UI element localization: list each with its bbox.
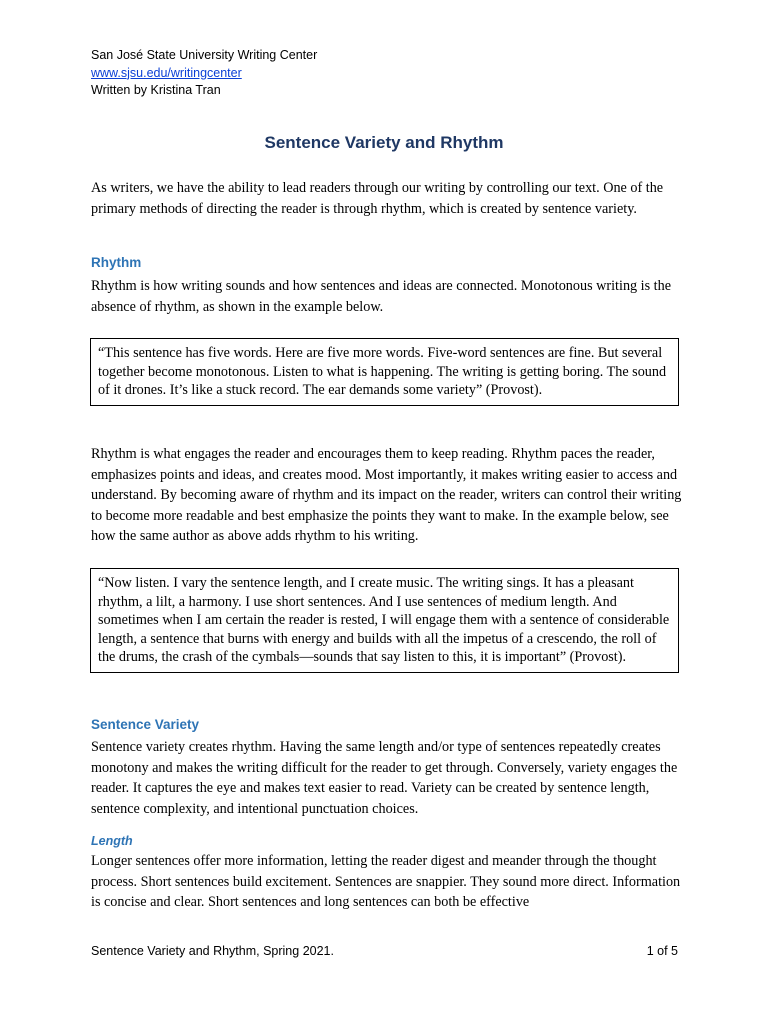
length-paragraph: Longer sentences offer more information, letting the reader digest and meander through the thought process. Short sentences build excitement. Sentences are snappier. They sound more direct. Information is concise and clear. Short sentences and long sentences can both be effective (91, 853, 681, 910)
writing-center-link[interactable]: www.sjsu.edu/writingcenter (91, 65, 242, 80)
page-number: 1 of 5 (646, 944, 678, 958)
intro-paragraph: As writers, we have the ability to lead readers through our writing by controlling our text. One of the primary methods of directing the reader is through rhythm, which is created by sentence variety. (91, 180, 664, 217)
rhythm-paragraph-1: Rhythm is how writing sounds and how sentences and ideas are connected. Monotonous writing is the absence of rhythm, as shown in the example below. (91, 278, 672, 315)
sentence-variety-paragraph: Sentence variety creates rhythm. Having the same length and/or type of sentences repeatedly creates monotony and makes the writing difficult for the reader to get through. Conversely, variety engages the reader. It captures the eye and makes text easier to read. Variety can be created by sentence length, sentence complexity, and intentional punctuation choices. (91, 739, 678, 817)
rhythm-heading: Rhythm (91, 255, 142, 270)
page-header (91, 47, 317, 100)
sentence-variety-heading: Sentence Variety (91, 717, 200, 732)
length-heading: Length (91, 834, 133, 848)
footer-title: Sentence Variety and Rhythm, Spring 2021. (91, 944, 334, 958)
rhythm-paragraph-2: Rhythm is what engages the reader and encourages them to keep reading. Rhythm paces the reader, emphasizes points and ideas, and creates mood. Most importantly, it makes writing easier to access and understand. By becoming aware of rhythm and its impact on the reader, writers can control their writing to become more readable and best emphasize the points they want to make. In the example below, see how the same author as above adds rhythm to his writing. (91, 446, 682, 544)
monotonous-example-quote: “This sentence has five words. Here are five more words. Five-word sentences are fine. But several together become monotonous. Listen to what is happening. The writing is getting boring. The sound of it drones. It’s like a stuck record. The ear demands some variety” (Provost). (90, 338, 679, 406)
author-line: Written by Kristina Tran (91, 83, 221, 97)
rhythmic-example-quote: “Now listen. I vary the sentence length, and I create music. The writing sings. It has a pleasant rhythm, a lilt, a harmony. I use short sentences. And I use sentences of medium length. And sometimes when I am certain the reader is rested, I will engage them with a sentence of considerable length, a sentence that burns with energy and builds with all the impetus of a crescendo, the roll of the drums, the crash of the cymbals—sounds that say listen to this, it is important” (Provost). (90, 568, 679, 673)
org-name: San José State University Writing Center (91, 48, 318, 62)
page-title: Sentence Variety and Rhythm (264, 133, 504, 152)
